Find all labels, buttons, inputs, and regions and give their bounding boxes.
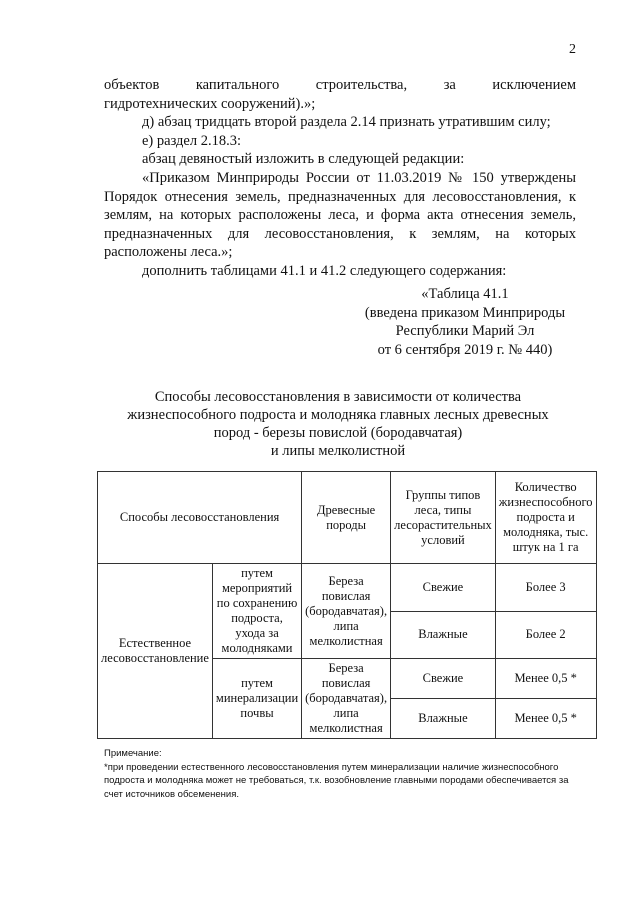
table-row bbox=[98, 564, 597, 612]
footnote-text: *при проведении естественного лесовосстановления путем минерализации наличие жизнеспособного подроста и молодняка может не требоваться, т.к. возобновление главными породами обеспечивается за счет источников обсеменения. bbox=[104, 761, 569, 800]
subgroup-cell: путем минерализации почвы bbox=[212, 659, 301, 739]
footnotes bbox=[104, 747, 584, 801]
document-body bbox=[104, 76, 576, 281]
paragraph-6: дополнить таблицами 41.1 и 41.2 следующего содержания: bbox=[142, 262, 507, 279]
header-forest-groups: Группы типов леса, типы лесорастительных условий bbox=[391, 472, 496, 564]
amount-cell: Более 2 bbox=[495, 611, 596, 659]
table-title-line: жизнеспособного подроста и молодняка главных лесных древесных bbox=[127, 407, 549, 423]
paragraph-4: абзац девяностый изложить в следующей редакции: bbox=[142, 151, 465, 168]
table-title-line: Способы лесовосстановления в зависимости от количества bbox=[154, 389, 522, 405]
condition-cell: Влажные bbox=[391, 699, 496, 739]
amount-cell: Более 3 bbox=[495, 564, 596, 612]
table-note-line: «Таблица 41.1 bbox=[421, 286, 509, 302]
header-species: Древесные породы bbox=[302, 472, 391, 564]
footnote-title: Примечание: bbox=[104, 748, 162, 759]
word: исключением bbox=[492, 77, 577, 93]
header-quantity: Количество жизнеспособного подроста и молодняка, тыс. штук на 1 га bbox=[495, 472, 596, 564]
table-title-line: пород - березы повислой (бородавчатая) bbox=[213, 425, 463, 441]
table-header-row bbox=[98, 472, 597, 564]
method-group-cell: Естественное лесовосстановление bbox=[98, 564, 213, 739]
word: за bbox=[443, 77, 456, 93]
amount-cell: Менее 0,5 * bbox=[495, 699, 596, 739]
condition-cell: Свежие bbox=[391, 659, 496, 699]
word: объектов bbox=[104, 77, 160, 93]
paragraph-1-line-2: гидротехнических сооружений).»; bbox=[104, 95, 316, 112]
table-note-line: от 6 сентября 2019 г. № 440) bbox=[377, 341, 553, 358]
word: строительства, bbox=[315, 77, 408, 93]
condition-cell: Свежие bbox=[391, 564, 496, 612]
reforestation-methods-table bbox=[97, 471, 597, 739]
species-cell: Береза повислая (бородавчатая), липа мелколистная bbox=[302, 659, 391, 739]
page-number: 2 bbox=[569, 42, 576, 57]
species-cell: Береза повислая (бородавчатая), липа мелколистная bbox=[302, 564, 391, 659]
table-reference-note bbox=[360, 285, 570, 359]
paragraph-3: е) раздел 2.18.3: bbox=[142, 132, 241, 149]
subgroup-cell: путем мероприятий по сохранению подроста, ухода за молодняками bbox=[212, 564, 301, 659]
condition-cell: Влажные bbox=[391, 611, 496, 659]
table-note-line: Республики Марий Эл bbox=[395, 323, 535, 340]
word: капитального bbox=[195, 77, 280, 93]
table-title bbox=[96, 388, 580, 460]
paragraph-1-line-1 bbox=[104, 76, 576, 95]
amount-cell: Менее 0,5 * bbox=[495, 659, 596, 699]
header-method: Способы лесовосстановления bbox=[98, 472, 302, 564]
table-note-line: (введена приказом Минприроды bbox=[364, 304, 566, 321]
paragraph-5: «Приказом Минприроды России от 11.03.2019 № 150 утверждены Порядок отнесения земель, предназначенных для лесовосстановления, к землям, на которых расположены леса, и форма акта отнесения земель, предназначенных для лесовосстановления, к землям, на которых расположены леса.»; bbox=[104, 169, 576, 261]
paragraph-2: д) абзац тридцать второй раздела 2.14 признать утратившим силу; bbox=[142, 114, 551, 131]
table-title-line: и липы мелколистной bbox=[270, 443, 406, 459]
